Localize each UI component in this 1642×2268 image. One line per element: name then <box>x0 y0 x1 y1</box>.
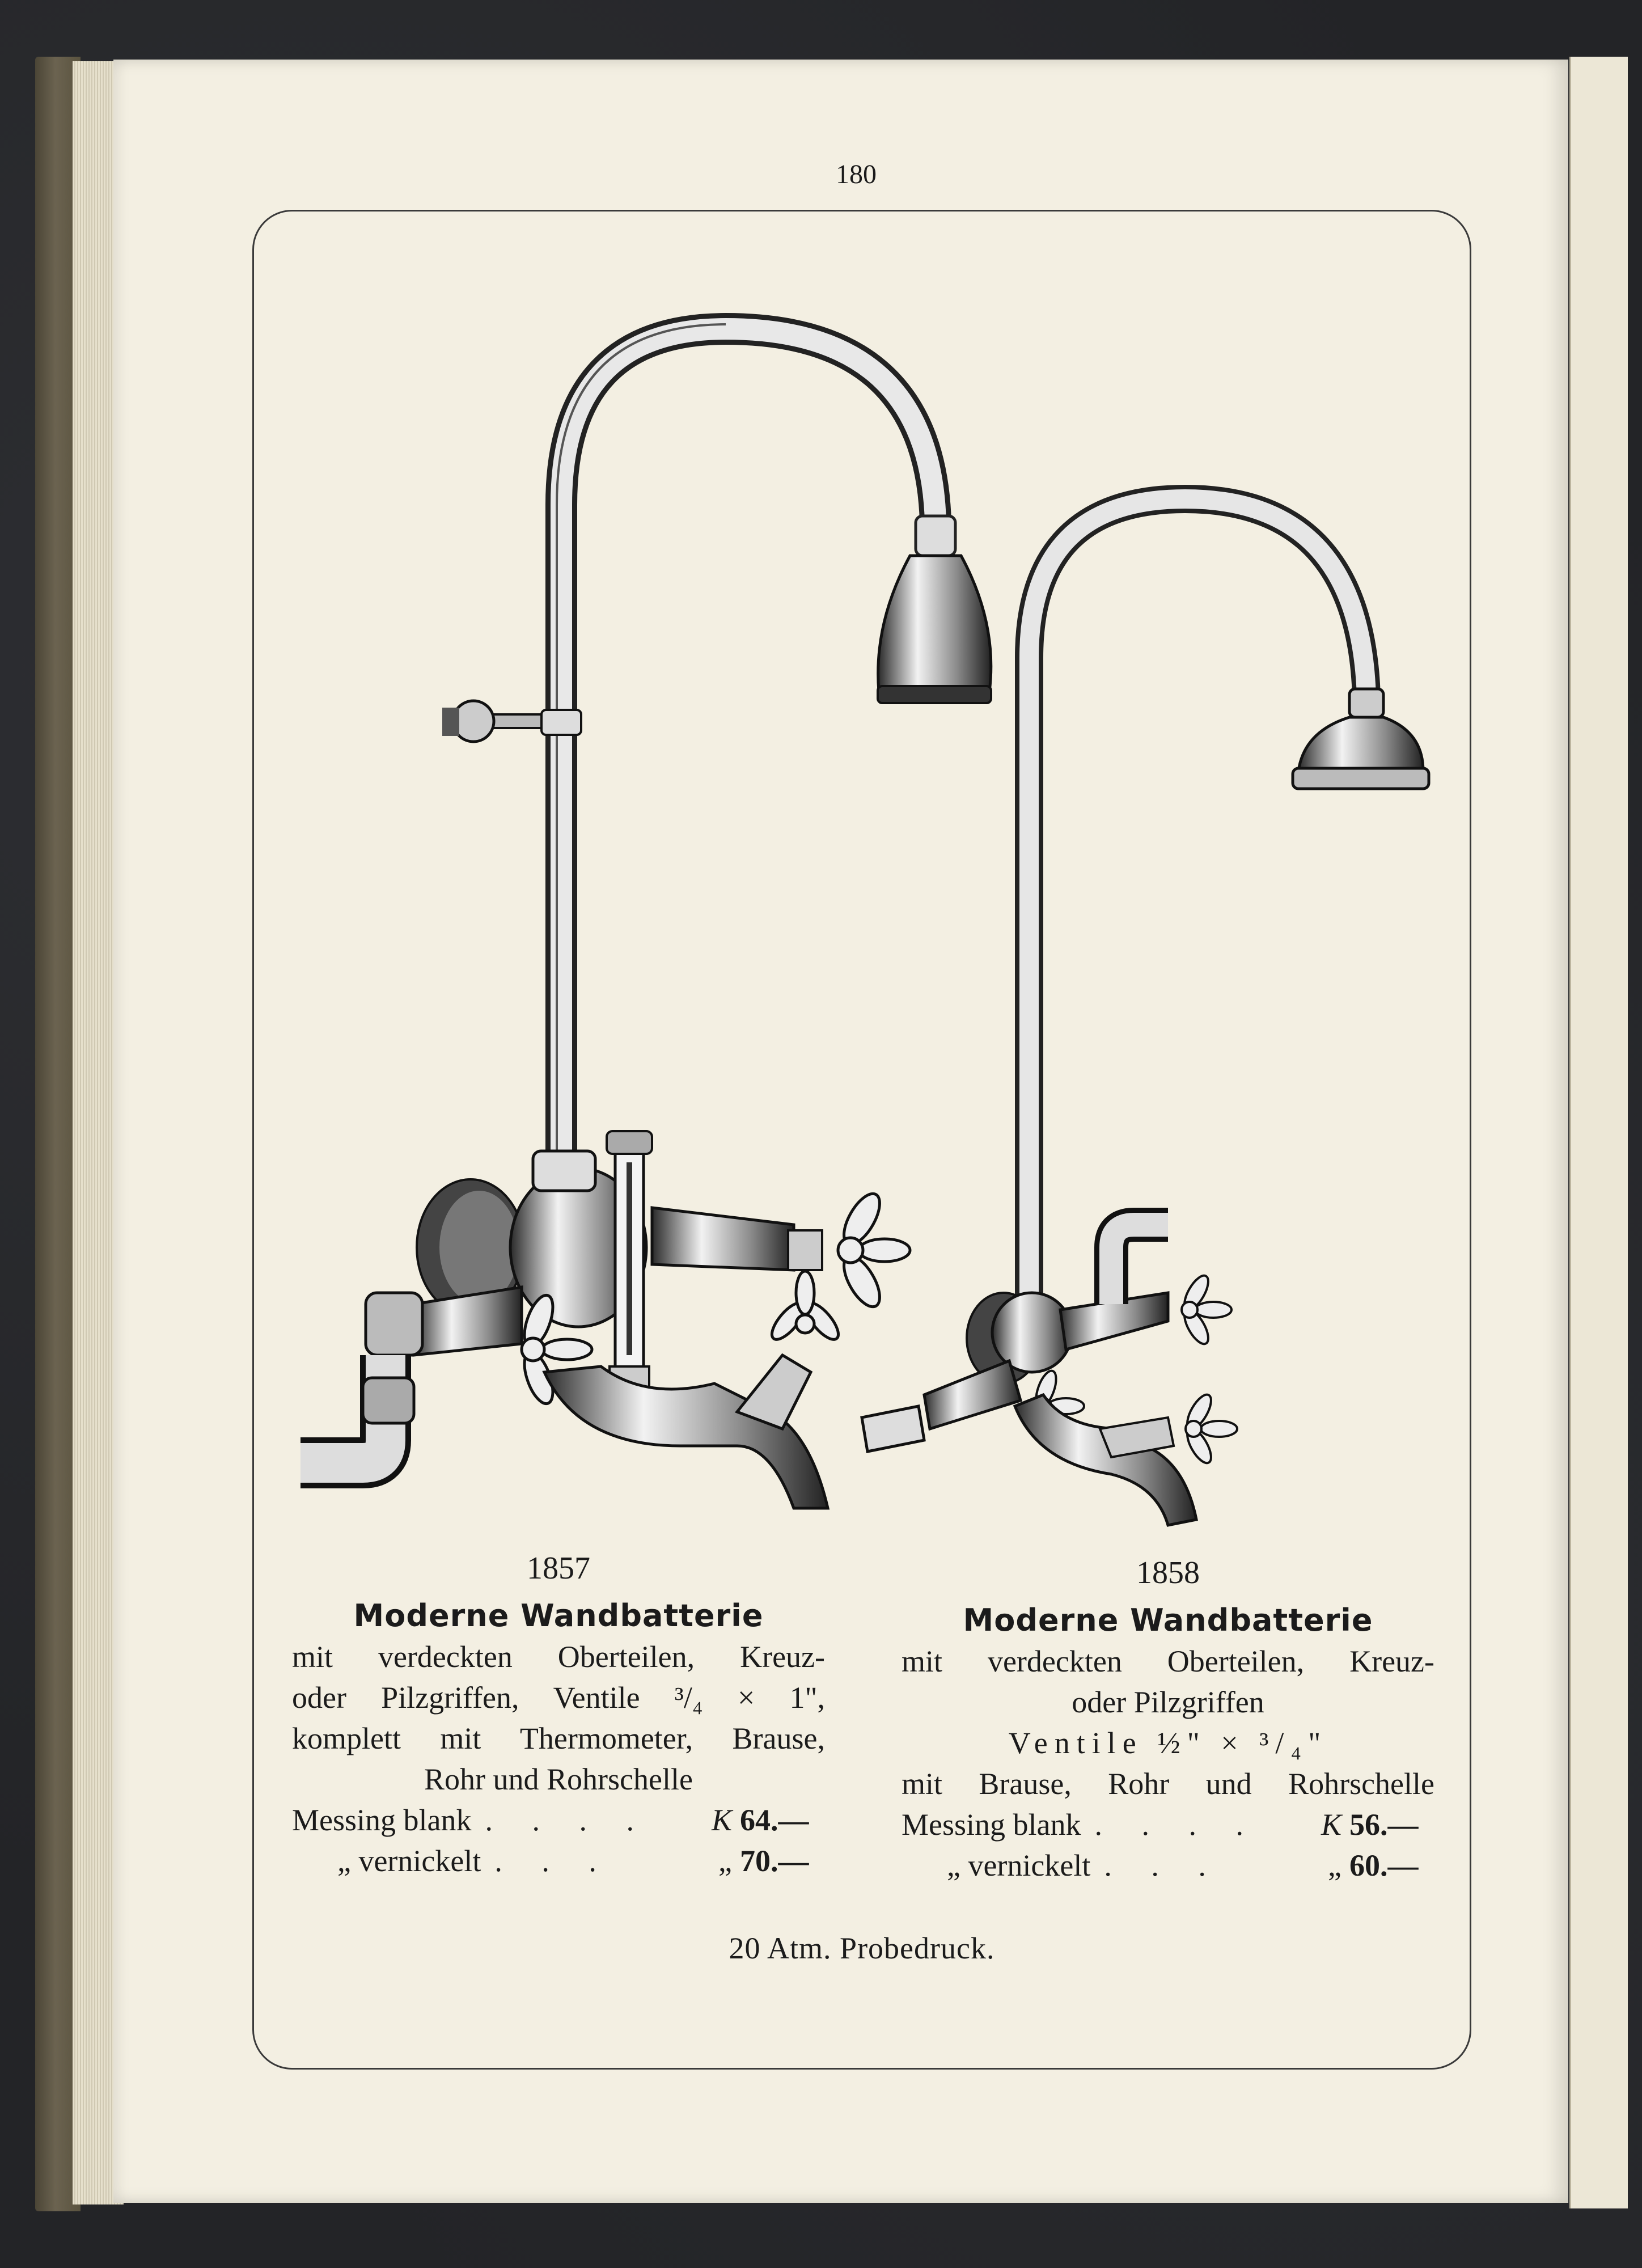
price-dots: . . . . <box>1094 1808 1259 1842</box>
item-1857-description <box>292 1548 825 1881</box>
ditto-mark: „ <box>718 1844 732 1878</box>
item-title: Moderne Wandbatterie <box>353 1598 764 1634</box>
faucet-1857-drawing <box>283 306 907 1542</box>
price-row-nickel <box>292 1840 825 1881</box>
price-label: Messing blank <box>902 1808 1081 1842</box>
price-label: „ vernickelt <box>947 1848 1091 1882</box>
next-page-edge <box>1569 57 1628 2208</box>
faucet-illustration-1858 <box>850 488 1446 1542</box>
price-label: Messing blank <box>292 1803 472 1837</box>
currency-symbol: K <box>711 1803 732 1837</box>
price-label: „ vernickelt <box>337 1844 481 1878</box>
price-amount: 56.— <box>1349 1808 1419 1842</box>
price-amount: 70.— <box>740 1844 809 1878</box>
price-amount: 64.— <box>740 1803 809 1837</box>
item-title: Moderne Wandbatterie <box>963 1602 1373 1638</box>
page-number: 180 <box>836 159 877 189</box>
price-dots: . . . . <box>485 1803 650 1837</box>
currency-symbol: K <box>1321 1808 1341 1842</box>
price-dots: . . . <box>1104 1848 1222 1882</box>
ditto-mark: „ <box>1328 1848 1341 1882</box>
item-line: oder Pilzgriffen <box>1072 1685 1264 1719</box>
item-line: mit verdeckten Oberteilen, Kreuz- <box>902 1644 1434 1678</box>
item-line: mit Brause, Rohr und Rohrschelle <box>902 1767 1434 1801</box>
item-number: 1858 <box>1136 1555 1200 1590</box>
item-line: Ventile ½" × ³/₄" <box>1008 1726 1328 1760</box>
item-line: mit verdeckten Oberteilen, Kreuz- <box>292 1640 825 1674</box>
price-dots: . . . <box>494 1844 612 1878</box>
item-line: oder Pilzgriffen, Ventile ³/₄ × 1", <box>292 1681 825 1715</box>
item-line: Rohr und Rohrschelle <box>424 1762 693 1796</box>
price-row-brass <box>902 1804 1434 1845</box>
item-1858-description <box>902 1552 1434 1886</box>
faucet-1858-drawing <box>850 488 1446 1542</box>
price-row-nickel <box>902 1845 1434 1886</box>
price-row-brass <box>292 1800 825 1840</box>
pressure-test-note: 20 Atm. Probedruck. <box>729 1931 995 1965</box>
item-line: komplett mit Thermometer, Brause, <box>292 1721 825 1755</box>
item-number: 1857 <box>527 1551 590 1586</box>
faucet-illustration-1857 <box>283 306 907 1542</box>
price-amount: 60.— <box>1349 1848 1419 1882</box>
